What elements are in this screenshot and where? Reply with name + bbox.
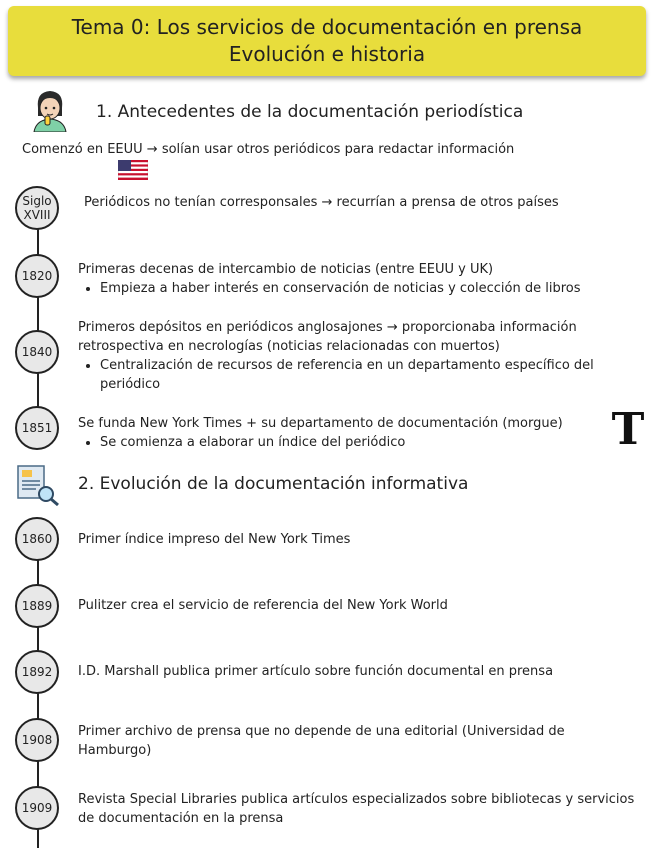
section-1-title: 1. Antecedentes de la documentación periodística [96, 102, 524, 122]
timeline-node [15, 330, 59, 374]
timeline-entry-bullet: • Empieza a haber interés en conservación de noticias y colección de libros [100, 279, 648, 298]
timeline-node [15, 254, 59, 298]
title-banner [8, 6, 646, 76]
timeline-entry-text: I.D. Marshall publica primer artículo sobre función documental en prensa [78, 664, 554, 679]
timeline-entry [78, 414, 618, 452]
timeline-entry-text: Se funda New York Times + su departamento de documentación (morgue) [78, 416, 563, 431]
timeline-entry [78, 318, 646, 394]
timeline-entry-text: Primeras decenas de intercambio de noticias (entre EEUU y UK) [78, 262, 494, 277]
timeline-entry-bullet: • Se comienza a elaborar un índice del periódico [100, 433, 618, 452]
timeline-entry [78, 530, 638, 549]
timeline-year: 1851 [21, 421, 53, 435]
nyt-logo-glyph: T [611, 403, 645, 455]
timeline-entry [78, 722, 638, 760]
timeline-entry [84, 193, 644, 212]
timeline-year: 1860 [21, 532, 53, 546]
timeline-node [15, 517, 59, 561]
intro-text: Comenzó en EEUU → solían usar otros periódicos para redactar información [22, 142, 515, 157]
reporter-icon [28, 86, 72, 132]
timeline-entry-text: Primer archivo de prensa que no depende de una editorial (Universidad de Hamburgo) [78, 724, 565, 758]
timeline-year: 1820 [21, 269, 53, 283]
timeline-node [15, 718, 59, 762]
timeline-node [15, 650, 59, 694]
timeline-node [15, 406, 59, 450]
us-flag-icon [118, 160, 148, 180]
timeline-year: 1892 [21, 665, 53, 679]
timeline-year: Siglo XVIII [22, 194, 52, 222]
timeline-entry-text: Revista Special Libraries publica artículos especializados sobre bibliotecas y servicios de documentación en la prensa [78, 792, 635, 826]
nyt-logo-icon [606, 404, 650, 454]
timeline-entry-text: Periódicos no tenían corresponsales → recurrían a prensa de otros países [84, 195, 559, 210]
timeline-year: 1909 [21, 801, 53, 815]
timeline-entry [78, 260, 648, 298]
timeline-entry-text: Primer índice impreso del New York Times [78, 532, 351, 547]
timeline-entry [78, 662, 638, 681]
timeline-entry-bullet: • Centralización de recursos de referencia en un departamento específico del periódico [100, 356, 646, 394]
timeline-year: 1889 [21, 599, 53, 613]
title-line-1: Tema 0: Los servicios de documentación en prensa [71, 15, 583, 39]
timeline-year: 1908 [21, 733, 53, 747]
timeline-node [15, 786, 59, 830]
timeline-entry [78, 790, 638, 828]
document-search-icon [14, 464, 62, 506]
timeline-entry-text: Pulitzer crea el servicio de referencia del New York World [78, 598, 448, 613]
timeline-entry-text: Primeros depósitos en periódicos anglosajones → proporcionaba información retrospectiva en necrologías (noticias relacionadas con muertos) [78, 320, 577, 354]
timeline-node [15, 186, 59, 230]
timeline-node [15, 584, 59, 628]
section-2-title: 2. Evolución de la documentación informativa [78, 474, 469, 494]
title-line-2: Evolución e historia [228, 42, 426, 66]
timeline-entry [78, 596, 638, 615]
timeline-year: 1840 [21, 345, 53, 359]
